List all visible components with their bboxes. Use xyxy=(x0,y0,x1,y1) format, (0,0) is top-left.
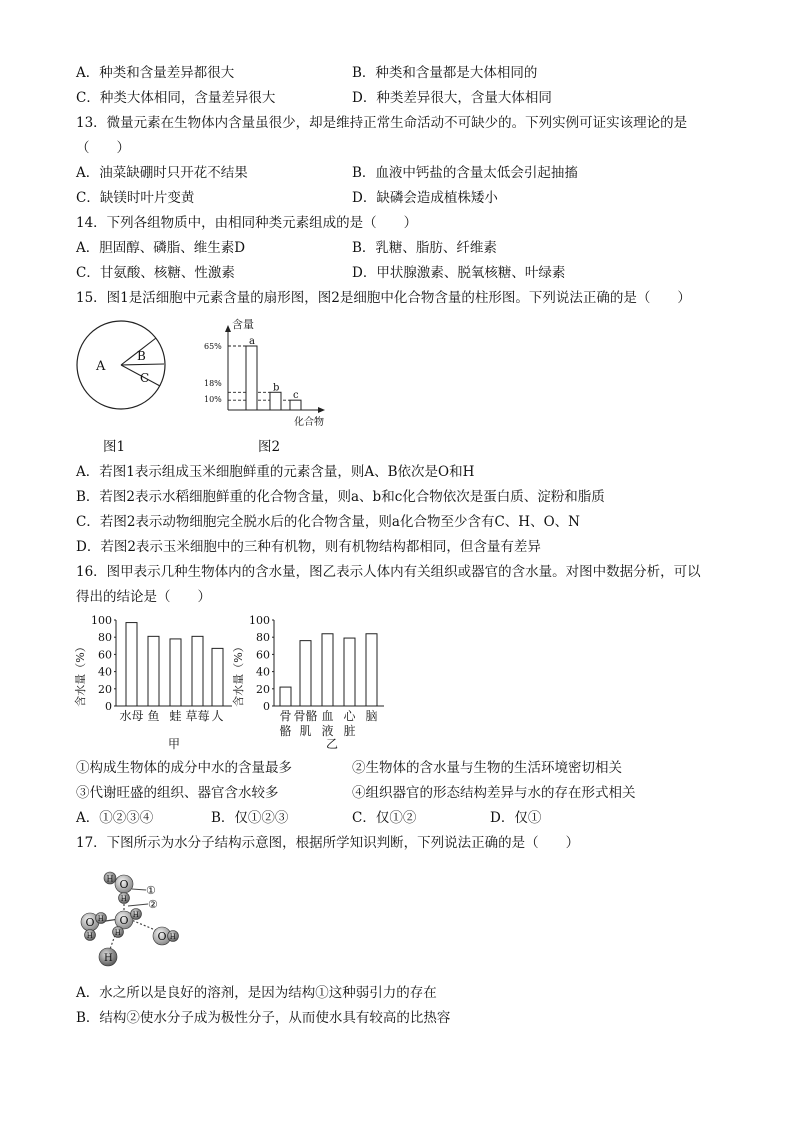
yi-bar xyxy=(322,634,333,706)
jia-ytick-label: 80 xyxy=(98,631,112,645)
fig2-ytick-18: 18% xyxy=(204,379,222,388)
atom-h: H xyxy=(86,932,93,940)
jia-xtick-label: 草莓 xyxy=(185,709,210,723)
jia-ylabel: 含水量（%） xyxy=(74,641,87,707)
yi-bar xyxy=(366,634,377,706)
jia-xtick-label: 水母 xyxy=(119,709,144,723)
atom-o: O xyxy=(119,914,129,927)
jia-title: 甲 xyxy=(168,737,181,751)
atom-h: H xyxy=(120,895,127,903)
q12-option-a: A．种类和含量差异都很大 xyxy=(76,65,235,81)
yi-xtick-label: 脑 xyxy=(365,709,378,723)
yi-ytick-label: 100 xyxy=(249,614,270,627)
fig2-bar-label: c xyxy=(293,390,299,402)
yi-bar xyxy=(300,641,311,706)
q15-option-d: D．若图2表示玉米细胞中的三种有机物，则有机物结构都相同，但含量有差异 xyxy=(76,539,541,555)
atom-h: H xyxy=(169,933,176,941)
fig2-bar xyxy=(290,400,301,410)
q13-stem-bracket: （ ） xyxy=(76,140,130,156)
fig2-ytick-10: 10% xyxy=(204,395,222,404)
q15-option-b: B．若图2表示水稻细胞鲜重的化合物含量，则a、b和c化合物依次是蛋白质、淀粉和脂质 xyxy=(76,489,605,505)
yi-bar xyxy=(344,638,355,706)
yi-ytick-label: 0 xyxy=(263,700,270,713)
jia-ytick-label: 40 xyxy=(98,665,112,679)
atom-h: H xyxy=(97,915,104,923)
q12-option-b: B．种类和含量都是大体相同的 xyxy=(352,65,538,81)
jia-xtick-label: 人 xyxy=(211,709,224,723)
q17-water-molecule-figure xyxy=(74,862,184,972)
q16-statement-4: ④组织器官的形态结构差异与水的存在形式相关 xyxy=(352,785,636,801)
q16-option-d: D．仅① xyxy=(490,810,542,826)
q16-statement-2: ②生物体的含水量与生物的生活环境密切相关 xyxy=(352,760,622,776)
jia-bar xyxy=(148,636,159,706)
q16-stem-cont: 得出的结论是（ ） xyxy=(76,589,211,605)
yi-bar xyxy=(280,687,291,706)
q15-fig2-bar-chart xyxy=(198,316,333,432)
q12-option-c: C．种类大体相同，含量差异很大 xyxy=(76,90,276,106)
pie-label-b: B xyxy=(137,349,146,363)
yi-ytick-label: 80 xyxy=(256,631,270,645)
q12-option-d: D．种类差异很大，含量大体相同 xyxy=(352,90,552,106)
jia-ytick-label: 0 xyxy=(105,700,112,713)
pie-label-c: C xyxy=(140,371,150,385)
q13-option-a: A．油菜缺硼时只开花不结果 xyxy=(76,165,248,181)
atom-o: O xyxy=(85,916,95,929)
jia-bar xyxy=(126,623,137,706)
yi-ylabel: 含水量（%） xyxy=(232,641,245,707)
fig2-xlabel: 化合物 xyxy=(294,417,324,428)
jia-ytick-label: 20 xyxy=(98,682,112,696)
q16-chart-jia xyxy=(74,612,234,754)
q16-chart-yi xyxy=(232,612,392,754)
yi-ytick-label: 20 xyxy=(256,682,270,696)
q16-statement-3: ③代谢旺盛的组织、器官含水较多 xyxy=(76,785,279,801)
q13-stem: 13．微量元素在生物体内含量虽很少，却是维持正常生命活动不可缺少的。下列实例可证实该理论的是 xyxy=(76,115,688,131)
atom-o: O xyxy=(119,878,129,891)
q16-statement-1: ①构成生物体的成分中水的含量最多 xyxy=(76,760,292,776)
jia-xtick-label: 蛙 xyxy=(169,709,182,723)
yi-ytick-label: 60 xyxy=(256,648,270,662)
q13-option-d: D．缺磷会造成植株矮小 xyxy=(352,190,498,206)
atom-h: H xyxy=(106,874,114,884)
q14-option-b: B．乳糖、脂肪、纤维素 xyxy=(352,240,497,256)
q14-option-d: D．甲状腺激素、脱氧核糖、叶绿素 xyxy=(352,265,566,281)
q14-stem: 14．下列各组物质中，由相同种类元素组成的是（ ） xyxy=(76,215,418,231)
jia-bar xyxy=(212,648,223,706)
fig2-ytick-65: 65% xyxy=(204,342,222,351)
jia-ytick-label: 100 xyxy=(91,614,112,627)
q16-option-a: A．①②③④ xyxy=(76,810,154,826)
q15-fig2-caption: 图2 xyxy=(258,439,281,455)
q17-option-b: B．结构②使水分子成为极性分子，从而使水具有较高的比热容 xyxy=(76,1010,451,1026)
q13-option-b: B．血液中钙盐的含量太低会引起抽搐 xyxy=(352,165,578,181)
atom-h: H xyxy=(114,929,121,937)
q16-option-b: B．仅①②③ xyxy=(211,810,289,826)
yi-title: 乙 xyxy=(326,737,339,751)
q16-stem: 16．图甲表示几种生物体内的含水量，图乙表示人体内有关组织或器官的含水量。对图中数据分析，可以 xyxy=(76,564,701,580)
q13-option-c: C．缺镁时叶片变黄 xyxy=(76,190,195,206)
q14-option-c: C．甘氨酸、核糖、性激素 xyxy=(76,265,235,281)
jia-bar xyxy=(192,636,203,706)
pie-label-a: A xyxy=(96,359,106,374)
q15-stem: 15．图1是活细胞中元素含量的扇形图，图2是细胞中化合物含量的柱形图。下列说法正确的是（ ） xyxy=(76,290,691,306)
fig2-bar xyxy=(270,392,281,410)
q15-option-a: A．若图1表示组成玉米细胞鲜重的元素含量，则A、B依次是O和H xyxy=(76,464,475,480)
q15-option-c: C．若图2表示动物细胞完全脱水后的化合物含量，则a化合物至少含有C、H、O、N xyxy=(76,514,580,530)
atom-h: H xyxy=(132,911,139,919)
yi-xtick-label: 心脏 xyxy=(343,709,356,738)
yi-xtick-label: 血液 xyxy=(321,709,334,738)
marker-1: ① xyxy=(146,884,156,897)
yi-xtick-label: 骨骼 xyxy=(279,709,292,738)
atom-o: O xyxy=(157,930,167,943)
jia-bar xyxy=(170,639,181,706)
q15-fig1-caption: 图1 xyxy=(103,439,126,455)
fig2-bar xyxy=(246,346,257,410)
q16-option-c: C．仅①② xyxy=(352,810,417,826)
marker-2: ② xyxy=(148,898,158,911)
atom-h: H xyxy=(104,953,113,964)
q14-option-a: A．胆固醇、磷脂、维生素D xyxy=(76,240,246,256)
jia-xtick-label: 鱼 xyxy=(147,709,160,723)
fig2-bar-label: a xyxy=(249,336,255,347)
fig2-bar-label: b xyxy=(273,382,280,394)
q17-option-a: A．水之所以是良好的溶剂，是因为结构①这种弱引力的存在 xyxy=(76,985,437,1001)
q15-fig1-pie xyxy=(74,318,168,412)
jia-ytick-label: 60 xyxy=(98,648,112,662)
fig2-ylabel: 含量 xyxy=(232,318,254,331)
yi-ytick-label: 40 xyxy=(256,665,270,679)
q17-stem: 17．下图所示为水分子结构示意图，根据所学知识判断，下列说法正确的是（ ） xyxy=(76,835,580,851)
yi-xtick-label: 骨骼肌 xyxy=(293,709,318,738)
